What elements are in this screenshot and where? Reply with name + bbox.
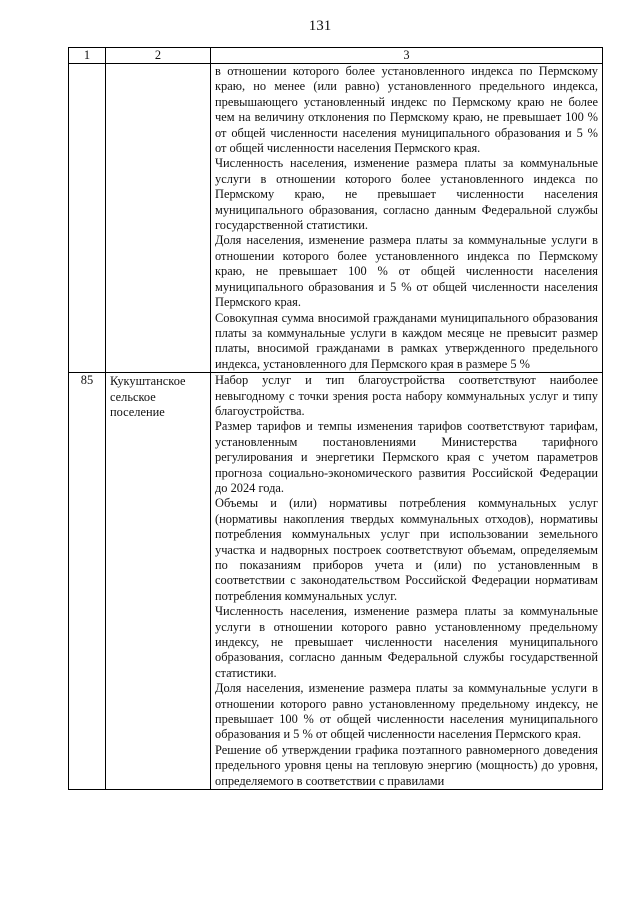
table-row	[69, 64, 603, 373]
municipality-name	[106, 64, 211, 373]
header-col-1: 1	[69, 48, 106, 64]
row-number: 85	[69, 373, 106, 790]
paragraph: Численность населения, изменение размера платы за коммунальные услуги в отношении которого равно установленному предельному индексу, не превышает численности населения муниципального образования, согласно данным Федеральной службы государственной статистики.	[215, 604, 598, 680]
table-row	[69, 373, 603, 790]
paragraph: в отношении которого более установленного индекса по Пермскому краю, но менее (или равно) установленного предельного индекса, превышающего установленный индекс по Пермскому краю не более чем на величину отклонения по Пермскому краю, не превышает 100 % от общей численности населения муниципального образования и 5 % от общей численности населения Пермского края.	[215, 64, 598, 156]
paragraph: Совокупная сумма вносимой гражданами муниципального образования платы за коммунальные услуги в каждом месяце не превысит размер платы, вносимой гражданами в рамках утвержденного предельного индекса, установленного для Пермского края в размере 5 %	[215, 310, 598, 371]
row-number	[69, 64, 106, 373]
paragraph: Набор услуг и тип благоустройства соответствуют наиболее невыгодному с точки зрения роста набору коммунальных услуг и типу благоустройства.	[215, 373, 598, 418]
paragraph: Численность населения, изменение размера платы за коммунальные услуги в отношении которого более установленного индекса по Пермскому краю, не превышает численности населения муниципального образования, согласно данным Федеральной службы государственной статистики.	[215, 156, 598, 233]
paragraph: Объемы и (или) нормативы потребления коммунальных услуг (нормативы накопления твердых коммунальных отходов), нормативы потребления коммунальных услуг при использовании земельного участка и надворных построек соответствуют объемам, определяемым по показаниям приборов учета и (или) по установленным в соответствии с законодательством Российской Федерации нормативам потребления коммунальных услуг.	[215, 496, 598, 603]
table-header-row	[69, 48, 603, 64]
paragraph: Решение об утверждении графика поэтапного равномерного доведения предельного уровня цены на тепловую энергию (мощность) до уровня, определяемого в соответствии с правилами	[215, 742, 598, 788]
paragraph: Доля населения, изменение размера платы за коммунальные услуги в отношении которого более установленного индекса по Пермскому краю, не превышает 100 % от общей численности населения муниципального образования и 5 % от общей численности населения Пермского края.	[215, 233, 598, 310]
row-content	[211, 373, 603, 790]
paragraph: Доля населения, изменение размера платы за коммунальные услуги в отношении которого равно установленному предельному индексу, не превышает 100 % от общей численности населения муниципального образования и 5 % от общей численности населения Пермского края.	[215, 681, 598, 742]
page-number: 131	[308, 18, 332, 34]
municipal-table	[68, 47, 603, 790]
header-col-2: 2	[106, 48, 211, 64]
header-col-3: 3	[211, 48, 603, 64]
row-content	[211, 64, 603, 373]
municipality-name: Кукуштанское сельское поселение	[106, 373, 211, 790]
paragraph: Размер тарифов и темпы изменения тарифов соответствуют тарифам, установленным постановлениями Министерства тарифного регулирования и энергетики Пермского края с учетом параметров прогноза социально-экономического развития Российской Федерации до 2024 года.	[215, 419, 598, 495]
